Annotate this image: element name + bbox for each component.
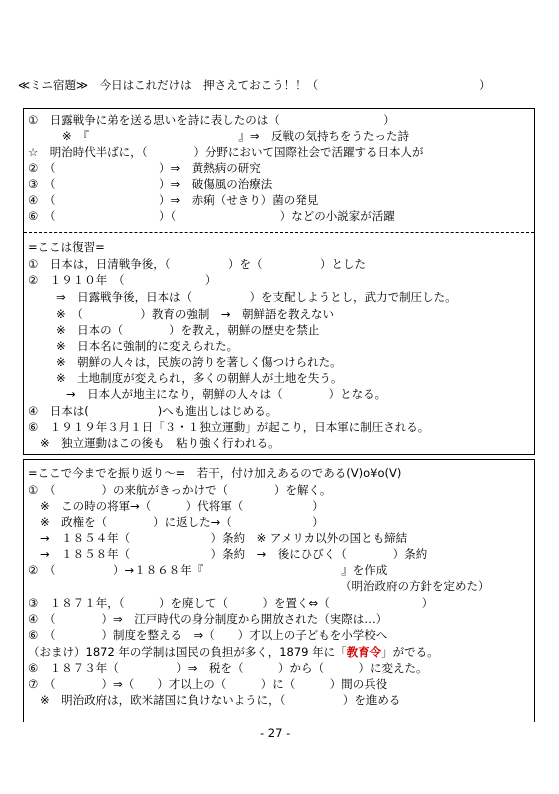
note-text: （おまけ）1872 年の学制は国民の負担が多く，1879 年に「 [28, 645, 347, 659]
box2-line: → １８５８年（ ）条約 → 後にひびく（ ）条約 [40, 547, 428, 561]
box2-line: ① （ ）の来航がきっかけで（ ）を解く。 [28, 483, 332, 497]
box2-line [28, 645, 439, 660]
box1-line: ③ （ ）⇒ 破傷風の治療法 [28, 177, 273, 191]
box2-line: ③ １８７１年，（ ）を廃して（ ）を置く⇔（ ） [28, 596, 434, 610]
box1-line: ☆ 明治時代半ばに，（ ）分野において国際社会で活躍する日本人が [28, 145, 424, 159]
review-line: ※ 土地制度が変えられ，多くの朝鮮人が土地を失う。 [56, 371, 343, 385]
box2-line: ② （ ）→１８６８年『 』を作成 [28, 563, 388, 577]
note-text: 」がでる。 [381, 645, 439, 659]
section-divider [24, 232, 534, 233]
highlight-term: 教育令 [346, 645, 382, 659]
review-line: ※ （ ）教育の強制 → 朝鮮語を教えない [56, 307, 335, 321]
review-line: ④ 日本は( )へも進出しはじめる。 [28, 404, 278, 418]
review-line: ※ 朝鮮の人々は，民族の誇りを著しく傷つけられた。 [56, 355, 342, 369]
box2-line: （明治政府の方針を定めた） [340, 579, 490, 593]
review-title: =ここは復習= [28, 240, 105, 254]
box1-line: ④ （ ）⇒ 赤痢（せきり）菌の発見 [28, 193, 319, 207]
box2-line: ⑥ （ ）制度を整える ⇒（ ）才以上の子どもを小学校へ [28, 628, 388, 642]
box2-title: =ここで今までを振り返り～= 若干，付け加えあるのである(V)o¥o(V) [28, 466, 402, 480]
box1-line: ⑥ （ ）（ ）などの小説家が活躍 [28, 209, 395, 223]
box1-line: ※ 『 』⇒ 反戦の気持ちをうたった詩 [62, 129, 410, 143]
page-number: - 27 - [260, 726, 291, 740]
review-line: ※ 独立運動はこの後も 粘り強く行われる。 [40, 436, 280, 450]
review-line: ※ 日本の（ ）を教え，朝鮮の歴史を禁止 [56, 323, 320, 337]
homework-header: ≪ミニ宿題≫ 今日はこれだけは 押さえておこう！！（ ） [18, 78, 491, 92]
box2-line: ④ （ ）⇒ 江戸時代の身分制度から開放された（実際は…） [28, 612, 388, 626]
review-line: ⇒ 日露戦争後，日本は（ ）を支配しようとし，武力で制圧した。 [56, 290, 457, 304]
review-line: ⑥ １９１９年３月１日「３・１独立運動」が起こり，日本軍に制圧される。 [28, 420, 430, 434]
box2-line: ※ 明治政府は，欧米諸国に負けないように，（ ）を進める [40, 693, 401, 707]
box1-line: ① 日露戦争に弟を送る思いを詩に表したのは（ ） [28, 113, 395, 127]
box2-line: → １８５４年（ ）条約 ※ アメリカ以外の国とも締結 [40, 531, 408, 545]
box1-line: ② （ ）⇒ 黄熱病の研究 [28, 161, 261, 175]
review-line: ② １９１０年 （ ） [28, 273, 217, 287]
review-line: ※ 日本名に強制的に変えられた。 [56, 339, 239, 353]
box2-line: ⑦ （ ）⇒（ ）才以上の（ ）に（ ）間の兵役 [28, 677, 388, 691]
review-line: ① 日本は，日清戦争後，（ ）を（ ）とした [28, 257, 367, 271]
box2-line: ⑥ １８７３年（ ）⇒ 税を（ ）から（ ）に変えた。 [28, 661, 428, 675]
box2-line: ※ 政権を（ ）に返した→（ ） [40, 515, 324, 529]
review-line: → 日本人が地主になり，朝鮮の人々は（ ）となる。 [66, 387, 387, 401]
box2-line: ※ この時の将軍→（ ）代将軍（ ） [40, 499, 324, 513]
